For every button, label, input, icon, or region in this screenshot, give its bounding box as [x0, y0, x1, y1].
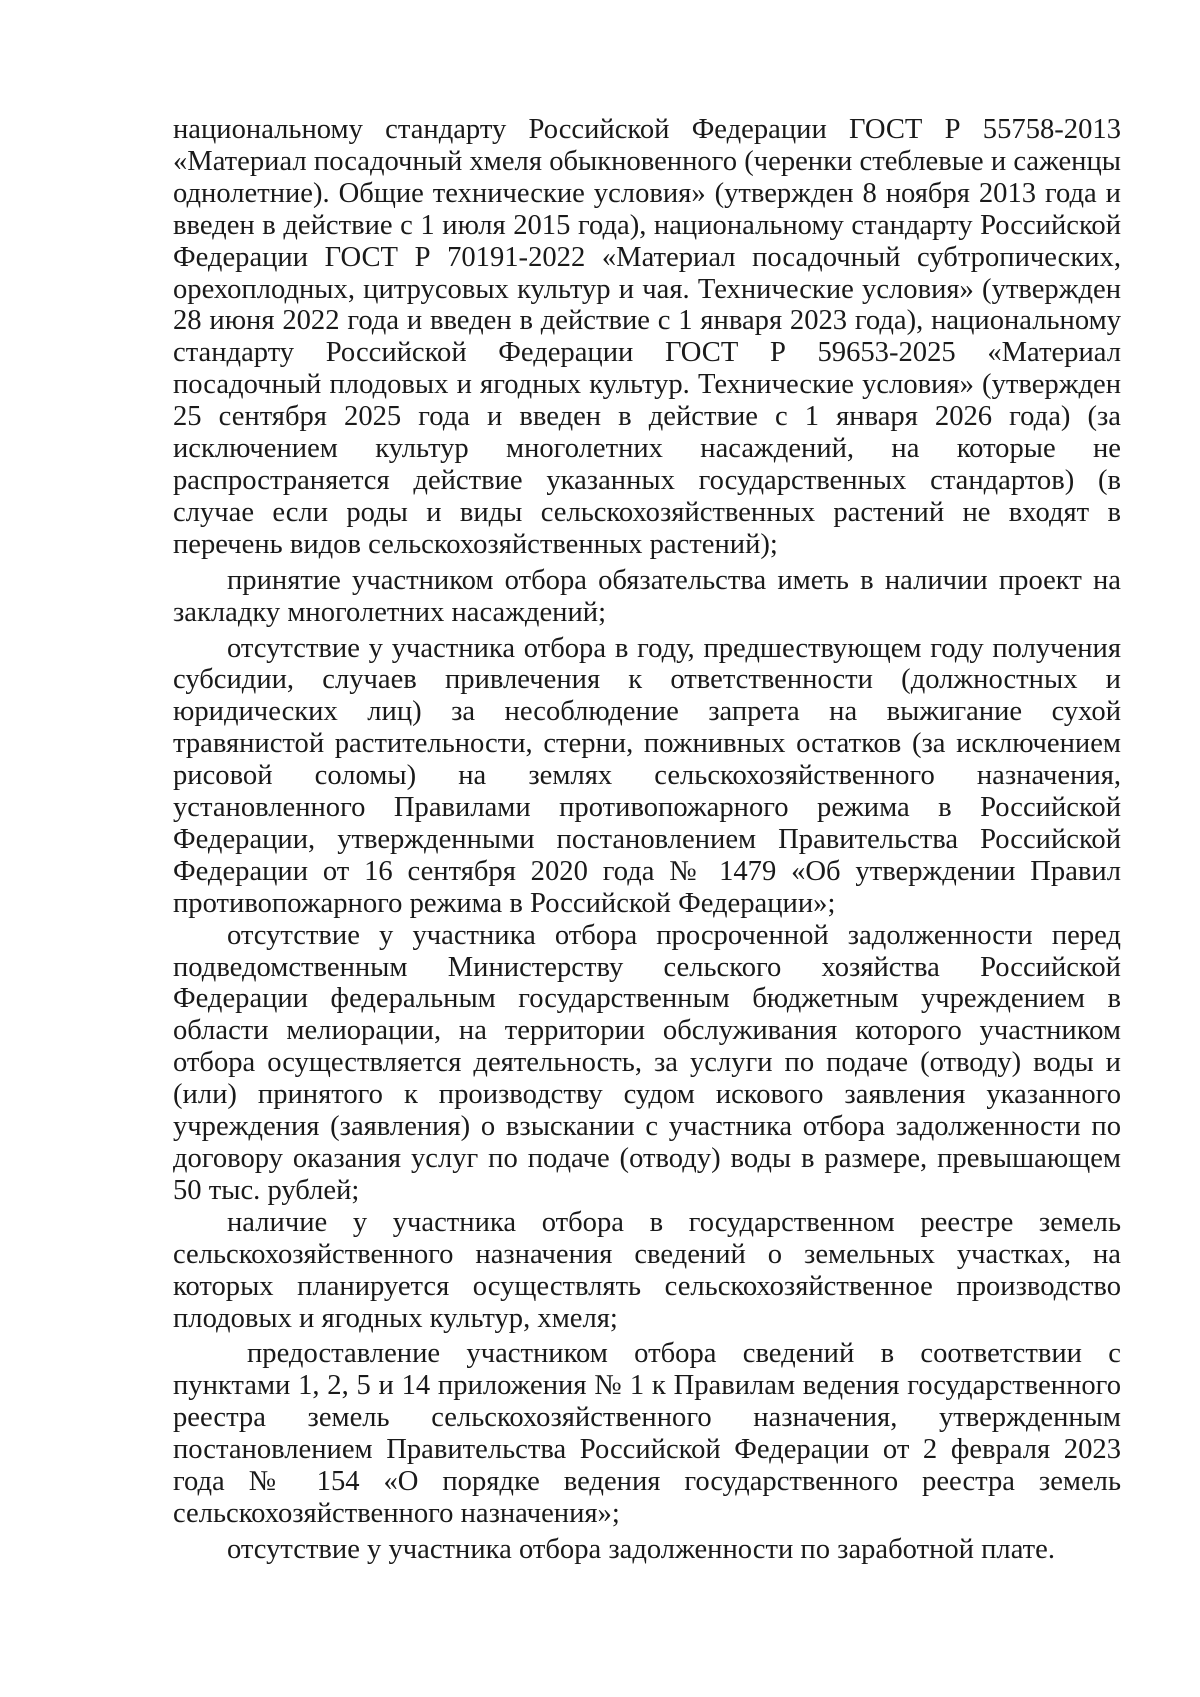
paragraph-fire-safety: отсутствие у участника отбора в году, предшествующем году получения субсидии, случаев привлечения к ответственности (должностных и юридических лиц) за несоблюдение запрета на выжигание сухой травянистой растительности, стерни, пожнивных остатков (за исключением рисовой соломы) на землях сельскохозяйственного назначения, установленного Правилами противопожарного режима в Российской Федерации, утвержденными постановлением Правительства Российской Федерации от 16 сентября 2020 года № 1479 «Об утверждении Правил противопожарного режима в Российской Федерации»;	[173, 632, 1121, 919]
paragraph-registry-information: предоставление участником отбора сведений в соответствии с пунктами 1, 2, 5 и 14 приложения № 1 к Правилам ведения государственного реестра земель сельскохозяйственного назначения, утвержденным постановлением Правительства Российской Федерации от 2 февраля 2023 года № 154 «О порядке ведения государственного реестра земель сельскохозяйственного назначения»;	[173, 1338, 1121, 1529]
document-page	[173, 114, 1121, 1566]
paragraph-melioration-debt: отсутствие у участника отбора просроченной задолженности перед подведомственным Министерству сельского хозяйства Российской Федерации федеральным государственным бюджетным учреждением в области мелиорации, на территории обслуживания которого участником отбора осуществляется деятельность, за услуги по подаче (отводу) воды и (или) принятого к производству судом искового заявления указанного учреждения (заявления) о взыскании с участника отбора задолженности по договору оказания услуг по подаче (отводу) воды в размере, превышающем 50 тыс. рублей;	[173, 919, 1121, 1206]
paragraph-standards: национальному стандарту Российской Федерации ГОСТ Р 55758-2013 «Материал посадочный хмеля обыкновенного (черенки стеблевые и саженцы однолетние). Общие технические условия» (утвержден 8 ноября 2013 года и введен в действие с 1 июля 2015 года), национальному стандарту Российской Федерации ГОСТ Р 70191-2022 «Материал посадочный субтропических, орехоплодных, цитрусовых культур и чая. Технические условия» (утвержден 28 июня 2022 года и введен в действие с 1 января 2023 года), национальному стандарту Российской Федерации ГОСТ Р 59653-2025 «Материал посадочный плодовых и ягодных культур. Технические условия» (утвержден 25 сентября 2025 года и введен в действие с 1 января 2026 года) (за исключением культур многолетних насаждений, на которые не распространяется действие указанных государственных стандартов) (в случае если роды и виды сельскохозяйственных растений не входят в перечень видов сельскохозяйственных растений);	[173, 114, 1121, 560]
paragraph-project-obligation: принятие участником отбора обязательства иметь в наличии проект на закладку многолетних насаждений;	[173, 564, 1121, 628]
paragraph-salary-debt: отсутствие у участника отбора задолженности по заработной плате.	[227, 1533, 1055, 1565]
paragraph-land-registry: наличие у участника отбора в государственном реестре земель сельскохозяйственного назначения сведений о земельных участках, на которых планируется осуществлять сельскохозяйственное производство плодовых и ягодных культур, хмеля;	[173, 1206, 1121, 1334]
